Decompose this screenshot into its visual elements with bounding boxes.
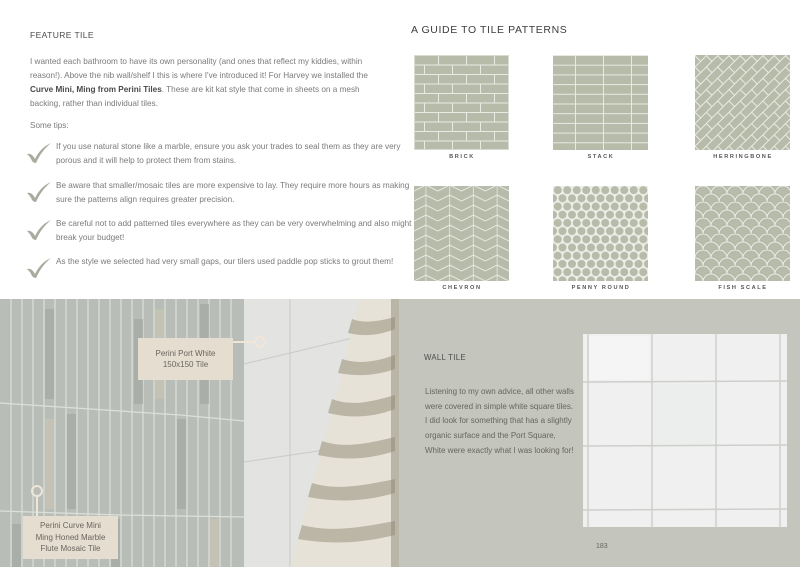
wall-tile-panel [399, 299, 800, 567]
tip-text: Be careful not to add patterned tiles everywhere as they can be very overwhelming and also might break your budget! [56, 219, 412, 242]
pattern-penny-round [553, 186, 649, 291]
herringbone-pattern-illustration [695, 55, 790, 150]
intro-product-name: Curve Mini, Ming from Perini Tiles [30, 85, 162, 95]
page-number: 183 [596, 543, 608, 550]
checkmark-icon [26, 219, 52, 241]
callout-port-white [138, 338, 233, 380]
stack-pattern-illustration [553, 55, 648, 150]
penny-round-pattern-illustration [553, 186, 648, 281]
tip-text: As the style we selected had very small gaps, our tilers used paddle pop sticks to grout them! [56, 257, 394, 266]
towel [290, 299, 399, 567]
wall-tile-paragraph: Listening to my own advice, all other walls were covered in simple white square tiles. I did look for something that has a slightly organic surface and the Port Square, White were exactly what I was looking for! [425, 387, 574, 455]
callout-curve-mini [23, 516, 118, 559]
tip-text: If you use natural stone like a marble, ensure you ask your trades to seal them as they are very porous and it will help to protect them from stains. [56, 142, 401, 165]
hotspot-marker-icon [254, 336, 266, 348]
tips-label: Some tips: [30, 121, 69, 130]
hotspot-marker-icon [31, 485, 43, 497]
feature-tile-heading: FEATURE TILE [30, 30, 94, 40]
callout-line: Ming Honed Marble [35, 532, 106, 542]
pattern-herringbone [695, 55, 791, 160]
checkmark-icon [26, 181, 52, 203]
white-square-tile-photo [583, 334, 787, 527]
pattern-brick [414, 55, 510, 160]
checkmark-icon [26, 257, 52, 279]
pattern-fish-scale [695, 186, 791, 291]
chevron-pattern-illustration [414, 186, 509, 281]
pattern-label: CHEVRON [442, 285, 482, 291]
callout-leader-line [233, 341, 254, 343]
checkmark-icon [26, 142, 52, 164]
pattern-label: FISH SCALE [718, 285, 768, 291]
bottom-section [0, 299, 800, 567]
pattern-label: BRICK [449, 154, 475, 160]
pattern-label: PENNY ROUND [571, 285, 631, 291]
intro-text-2: . These are kit kat style that come in sheets on a mesh backing, rather than individual tiles. [30, 85, 360, 109]
feature-intro-paragraph [30, 55, 380, 111]
fish-scale-pattern-illustration [695, 186, 790, 281]
pattern-label: HERRINGBONE [713, 154, 773, 160]
tip-text: Be aware that smaller/mosaic tiles are more expensive to lay. They require more hours as making sure the patterns align requires greater precision. [56, 181, 410, 204]
intro-text-1: I wanted each bathroom to have its own personality (and ones that reflect my kiddies, within reason!). Above the nib wall/shelf I this is where I've introduced it! For Harvey we installed the [30, 57, 368, 81]
bathroom-photo [0, 299, 399, 567]
pattern-stack [553, 55, 649, 160]
tile-guide-title: A GUIDE TO TILE PATTERNS [411, 24, 568, 36]
wall-tile-heading: WALL TILE [424, 353, 466, 362]
callout-line: Flute Mosaic Tile [40, 544, 101, 554]
callout-leader-line [36, 496, 38, 516]
pattern-chevron [414, 186, 510, 291]
brick-pattern-illustration [414, 55, 509, 150]
callout-line: 150x150 Tile [162, 360, 209, 369]
callout-line: Perini Curve Mini [40, 521, 101, 531]
pattern-label: STACK [587, 154, 615, 160]
callout-line: Perini Port White [155, 348, 216, 358]
